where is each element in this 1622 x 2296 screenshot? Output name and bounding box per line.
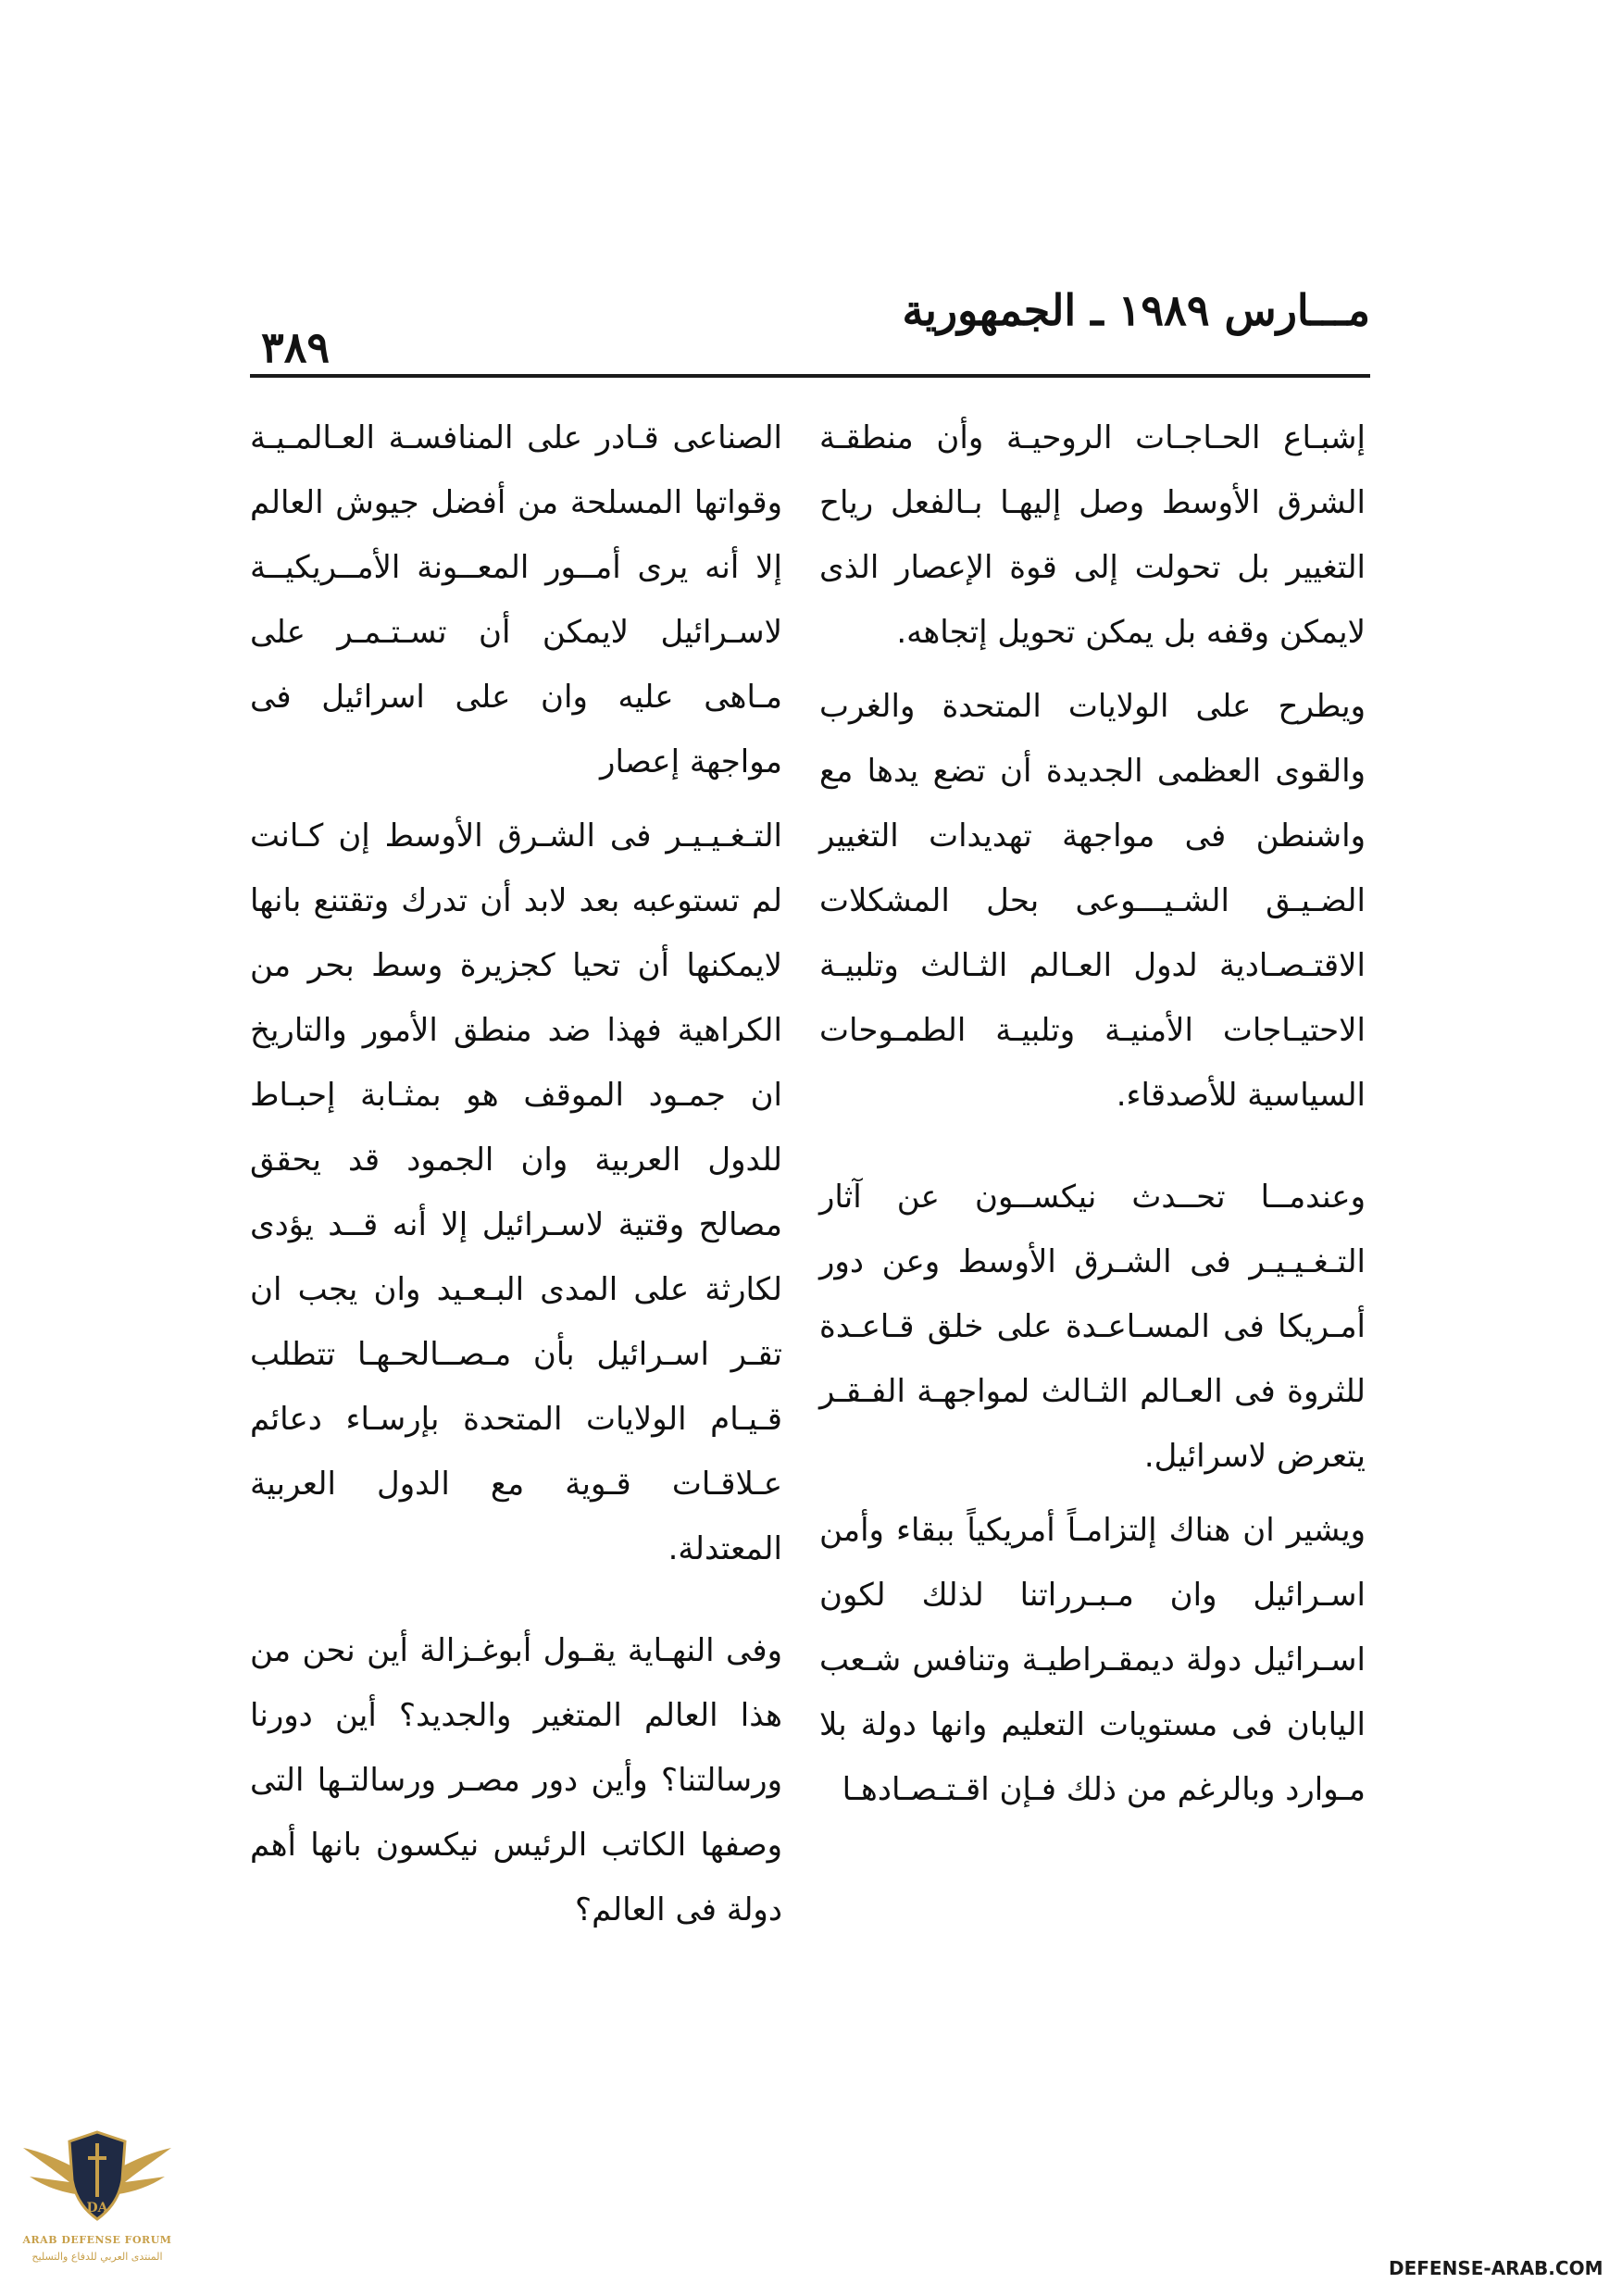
paragraph: الصناعى قـادر على المنافسـة العـالمـيـة وقواتها المسلحة من أفضل جيوش العالم إلا أنه يرى أمــور المعــونة الأمــريكيــة لاسـرائيل لايمكن أن تسـتـمـر على مـاهى عليه وان على اسرائيل فى مواجهة إعصار <box>250 419 782 780</box>
paragraph: إشبـاع الحـاجـات الروحيـة وأن منطقـة الشرق الأوسط وصل إليهـا بـالفعل رياح التغيير بل تحولت إلى قوة الإعصار الذى لايمكن وقفه بل يمكن تحويل إتجاهه. <box>819 419 1366 651</box>
header-rule <box>250 374 1370 378</box>
logo-caption-english: ARAB DEFENSE FORUM <box>22 2234 172 2246</box>
logo-monogram: DA <box>86 2201 108 2215</box>
paragraph: وفى النهـاية يقـول أبوغـزالة أين نحن من هذا العالم المتغير والجديد؟ أين دورنا ورسالتنا؟ وأين دور مصـر ورسالتـها التى وصفها الكاتب الرئيس نيكسون بانها أهم دولة فى العالم؟ <box>250 1632 782 1928</box>
page-header <box>250 278 1370 380</box>
left-text-column <box>250 406 782 1942</box>
arab-defense-forum-logo <box>19 2115 176 2277</box>
logo-caption-arabic: المنتدى العربي للدفاع والتسليح <box>31 2251 163 2263</box>
running-title: مـــارس ١٩٨٩ ـ الجمهورية <box>902 285 1370 335</box>
paragraph: التـغـيـيـر فى الشـرق الأوسط إن كـانت لم تستوعبه بعد لابد أن تدرك وتقتنع بانها لايمكنها أن تحيا كجزيرة وسط بحر من الكراهية فهذا ضد منطق الأمور والتاريخ ان جمـود الموقف هو بمثـابة إحبـاط للدول العربية وان الجمود قد يحقق مصالح وقتية لاسـرائيل إلا أنه قــد يؤدى لكارثة على المدى البـعـيد وان يجب ان تقـر اسـرائيل بأن مـصــالحـهـا تتطلب قـيـام الولايات المتحدة بإرسـاء دعائم عـلاقـات قـوية مع الدول العربية المعتدلة. <box>250 817 782 1567</box>
page-number: ٣٨٩ <box>261 322 331 372</box>
paragraph: ويطرح على الولايات المتحدة والغرب والقوى العظمى الجديدة أن تضع يدها مع واشنطن فى مواجهة تهديدات التغيير الضـيـق الشـيـــوعى بحل المشكلات الاقتـصـادية لدول العـالم الثـالث وتلبيـة الاحتيـاجات الأمنيـة وتلبيـة الطمـوحات السياسية للأصدقاء. <box>819 688 1366 1114</box>
paragraph: وعندمــا تحــدث نيكســون عن آثار التـغـيـيـر فى الشـرق الأوسط وعن دور أمـريكا فى المسـاعـدة على خلق قـاعـدة للثروة فى العـالم الثـالث لمواجهـة الفـقـر يتعرض لاسرائيل. <box>819 1179 1366 1475</box>
watermark-url: DEFENSE-ARAB.COM <box>1389 2257 1603 2279</box>
right-text-column <box>819 406 1366 1822</box>
paragraph: ويشير ان هناك إلتزامـاً أمريكياً ببقاء وأمن اسـرائيل وان مـبـرراتنا لذلك لكون اسـرائيل دولة ديمقـراطيـة وتنافس شـعب اليابان فى مستويات التعليم وانها دولة بلا مـوارد وبالرغم من ذلك فـإن اقـتـصـادهـا <box>819 1512 1366 1808</box>
shield-wings-icon <box>19 2115 176 2236</box>
